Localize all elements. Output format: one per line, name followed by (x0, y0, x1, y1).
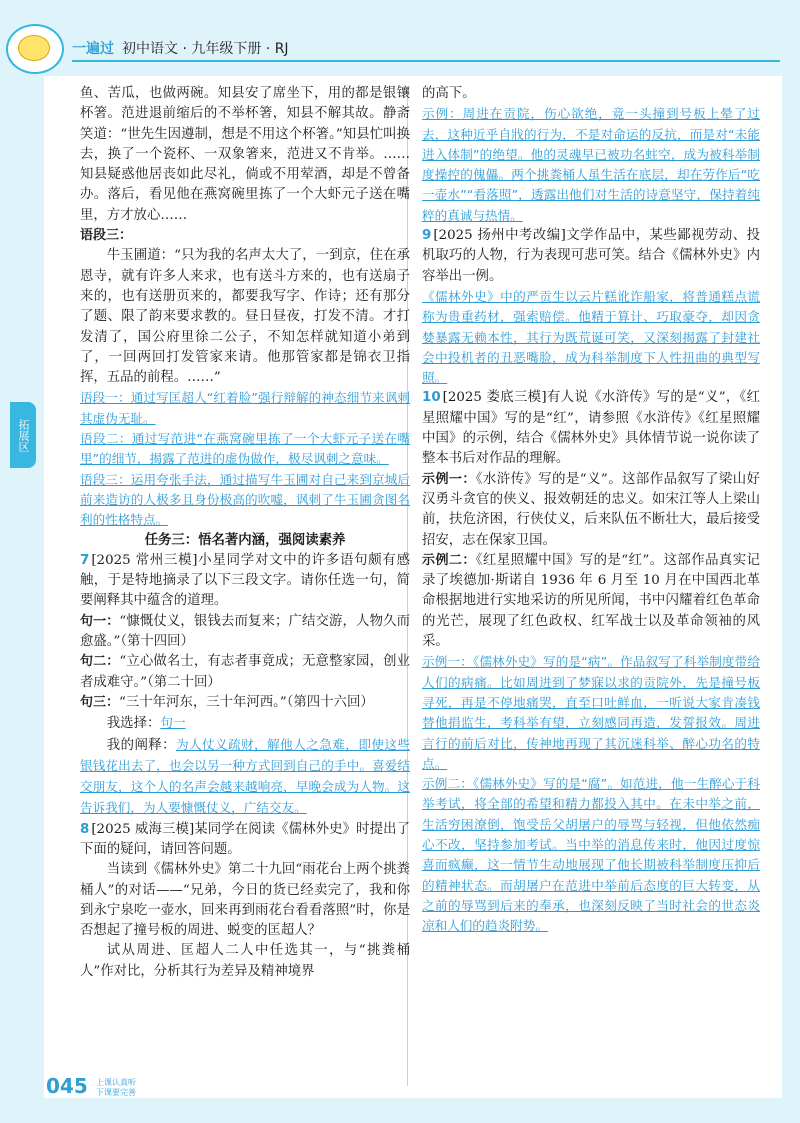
question-10-text: [2025 娄底三模]有人说《水浒传》写的是“义”，《红星照耀中国》写的是“红”，请参照《水浒传》《红星照耀中国》的示例，结合《儒林外史》具体情节说一说你读了整本书后对作品的理解。 (422, 390, 760, 467)
example-1-label: 示例一： (422, 471, 476, 487)
question-8-answer: 示例：周进在贡院，伤心欲绝，竟一头撞到号板上晕了过去，这种近乎自戕的行为，不是对命运的反抗，而是对“未能进入体制”的绝望。他的灵魂早已被功名蛀空，成为被科举制度操控的傀儡。两个挑粪桶人虽生活在底层，却在劳作后“吃一壶水”“看落照”，透露出他们对生活的诗意坚守，保持着纯粹的真诚与热情。 (422, 106, 760, 223)
explain-line (80, 735, 410, 820)
question-9-answer: 《儒林外史》中的严贡生以云片糕讹诈船家，将普通糕点谎称为贵重药材，强索赔偿。他精于算计、巧取豪夺，却因贪婪暴露无赖本性，其行为既荒诞可笑，又深刻揭露了封建社会中投机者的丑恶嘴脸，成为科举制度下人性扭曲的典型写照。 (422, 288, 760, 386)
sentence-2-label: 句二： (80, 654, 120, 670)
answer-segment-2: 语段二：通过写范进“在燕窝碗里拣了一个大虾元子送在嘴里”的细节，揭露了范进的虚伪做作，极尽讽刺之意味。 (80, 431, 410, 467)
passage-text: 鱼、苦瓜，也做两碗。知县安了席坐下，用的都是银镶杯箸。范进退前缩后的不举杯箸，知县不解其故。静斋笑道：“世先生因遵制，想是不用这个杯箸。”知县忙叫换去，换了一个瓷杯、一双象箸来，范进又不肯举。……知县疑惑他居丧如此尽礼，倘或不用荤酒，却是不曾备办。落后，看见他在燕窝碗里拣了一个大虾元子送在嘴里，方才放心…… (80, 86, 410, 223)
sentence-3-text: “三十年河东，三十年河西。”（第四十六回） (119, 694, 374, 710)
page-number: 045 (46, 1074, 88, 1098)
side-tab-extension: 拓展区 (10, 402, 36, 468)
example-1-text: 《水浒传》写的是“义”。这部作品叙写了梁山好汉勇斗贪官的侠义、报效朝廷的忠义。如宋江等人上梁山前，扶危济困，行侠仗义，后来队伍不断壮大，最后接受招安，志在保家卫国。 (422, 471, 760, 548)
segment-3-title: 语段三： (80, 228, 133, 244)
sentence-3-label: 句三： (80, 694, 120, 710)
subject-label: 初中语文 · 九年级下册 · RJ (122, 41, 289, 57)
brand-name: 一遍过 (72, 41, 114, 57)
sentence-2 (80, 652, 410, 693)
example-2 (422, 551, 760, 652)
left-column (80, 84, 410, 982)
header-rule (72, 60, 780, 62)
page-header (0, 0, 800, 76)
mascot-logo-icon (6, 24, 64, 74)
question-8-quote: 当读到《儒林外史》第二十九回“雨花台上两个挑粪桶人”的对话——“兄弟，今日的货已经卖完了，我和你到永宁泉吃一壶水，回来再到雨花台看看落照”时，你是否想起了撞号板的周进、蜕变的匡超人？ (80, 862, 410, 939)
question-9-text: [2025 扬州中考改编]文学作品中，某些鄙视劳动、投机取巧的人物，行为表现可悲可笑。结合《儒林外史》内容举出一例。 (422, 228, 760, 284)
sentence-2-text: “立心做名士，有志者事竟成；无意整家园，创业者成难守。”（第二十回） (80, 654, 410, 690)
question-8-text: [2025 威海三模]某同学在阅读《儒林外史》时提出了下面的疑问，请回答问题。 (80, 821, 410, 857)
sentence-3 (80, 693, 410, 713)
answer-example-2: 示例二：《儒林外史》写的是“腐”。如范进，他一生醉心于科举考试，将全部的希望和精力都投入其中。在未中举之前，生活穷困潦倒，饱受岳父胡屠户的辱骂与轻视，但他依然痴心不改，坚持参加考试。当中举的消息传来时，他因过度惊喜而疯癫，这一情节生动地展现了他长期被科举制度压抑后的精神状态。而胡屠户在范进中举前后态度的巨大转变，从之前的辱骂到后来的奉承，也深刻反映了当时社会的世态炎凉和人们的趋炎附势。 (422, 776, 760, 934)
choice-line (80, 713, 410, 734)
right-column (422, 84, 760, 936)
sentence-1-label: 句一： (80, 613, 120, 629)
footer-slogan-1: 上课认真听 (96, 1078, 136, 1087)
question-8-task: 试从周进、匡超人二人中任选其一，与“挑粪桶人”作对比，分析其行为差异及精神境界 (80, 943, 410, 979)
header-title (72, 38, 289, 58)
example-2-label: 示例二： (422, 552, 476, 568)
question-10-number: 10 (422, 390, 441, 406)
task-3-heading: 任务三：悟名著内涵，强阅读素养 (144, 532, 346, 548)
sentence-1 (80, 612, 410, 653)
choice-answer: 句一 (160, 715, 186, 731)
answer-segment-3: 语段三：运用夸张手法，通过描写牛玉圃对自己来到京城后前来造访的人极多且身份极高的吹嘘，讽刺了牛玉圃贪图名利的性格特点。 (80, 471, 410, 528)
question-7-text: [2025 常州三模]小星同学对文中的许多语句颇有感触，于是特地摘录了以下三段文字。请你任选一句，简要阐释其中蕴含的道理。 (80, 552, 410, 609)
question-8-number: 8 (80, 821, 90, 837)
example-2-text: 《红星照耀中国》写的是“红”。这部作品真实记录了埃德加·斯诺自 1936 年 6 月至 10 月在中国西北革命根据地进行实地采访的所见所闻，书中闪耀着红色革命的光芒，展现了红色政权、红军战士以及革命领袖的风采。 (422, 552, 760, 650)
question-9 (422, 226, 760, 287)
sentence-1-text: “慷慨仗义，银钱去而复来；广结交游，人物久而愈盛。”（第十四回） (80, 613, 410, 650)
choice-label: 我选择： (106, 716, 161, 732)
question-10 (422, 388, 760, 469)
question-8 (80, 820, 410, 861)
example-1 (422, 470, 760, 551)
explain-label: 我的阐释： (106, 737, 176, 753)
answer-example-1: 示例一：《儒林外史》写的是“病”。作品叙写了科举制度带给人们的病痛。比如周进到了梦寐以求的贡院外，先是撞号板寻死，再是不停地痛哭，直至口吐鲜血，一听说大家肯凑钱替他捐监生，考科举有望，立刻感同再造，发誓报效。周进言行的前后对比，传神地再现了其沉迷科举、醉心功名的特点。 (422, 654, 760, 771)
footer-slogan-2: 下课要完善 (96, 1088, 136, 1097)
question-7 (80, 551, 410, 612)
question-8-tail: 的高下。 (422, 86, 476, 101)
explain-answer: 为人仗义疏财，解他人之急难，即使这些银钱花出去了，也会以另一种方式回到自己的手中。喜爱结交朋友，这个人的名声会越来越响亮，早晚会成为人物。这告诉我们，为人要慷慨仗义，广结交友。 (80, 736, 411, 816)
segment-3-text: 牛玉圃道：“只为我的名声太大了，一到京，住在承恩寺，就有许多人来求，也有送斗方来的，也有送扇子来的，也有送册页来的，都要我写字、作诗；还有那分了题、限了韵来要求教的。昼日昼夜，打发不清。才打发清了，国公府里徐二公子，不知怎样就知道小弟到了，一回两回打发管家来请。他那管家都是锦衣卫指挥，五品的前程。……” (80, 248, 410, 386)
question-9-number: 9 (422, 228, 432, 244)
footer-slogan (96, 1078, 136, 1098)
answer-segment-1: 语段一：通过写匡超人“红着脸”强行辩解的神态细节来讽刺其虚伪无耻。 (80, 390, 410, 426)
question-7-number: 7 (80, 552, 90, 568)
